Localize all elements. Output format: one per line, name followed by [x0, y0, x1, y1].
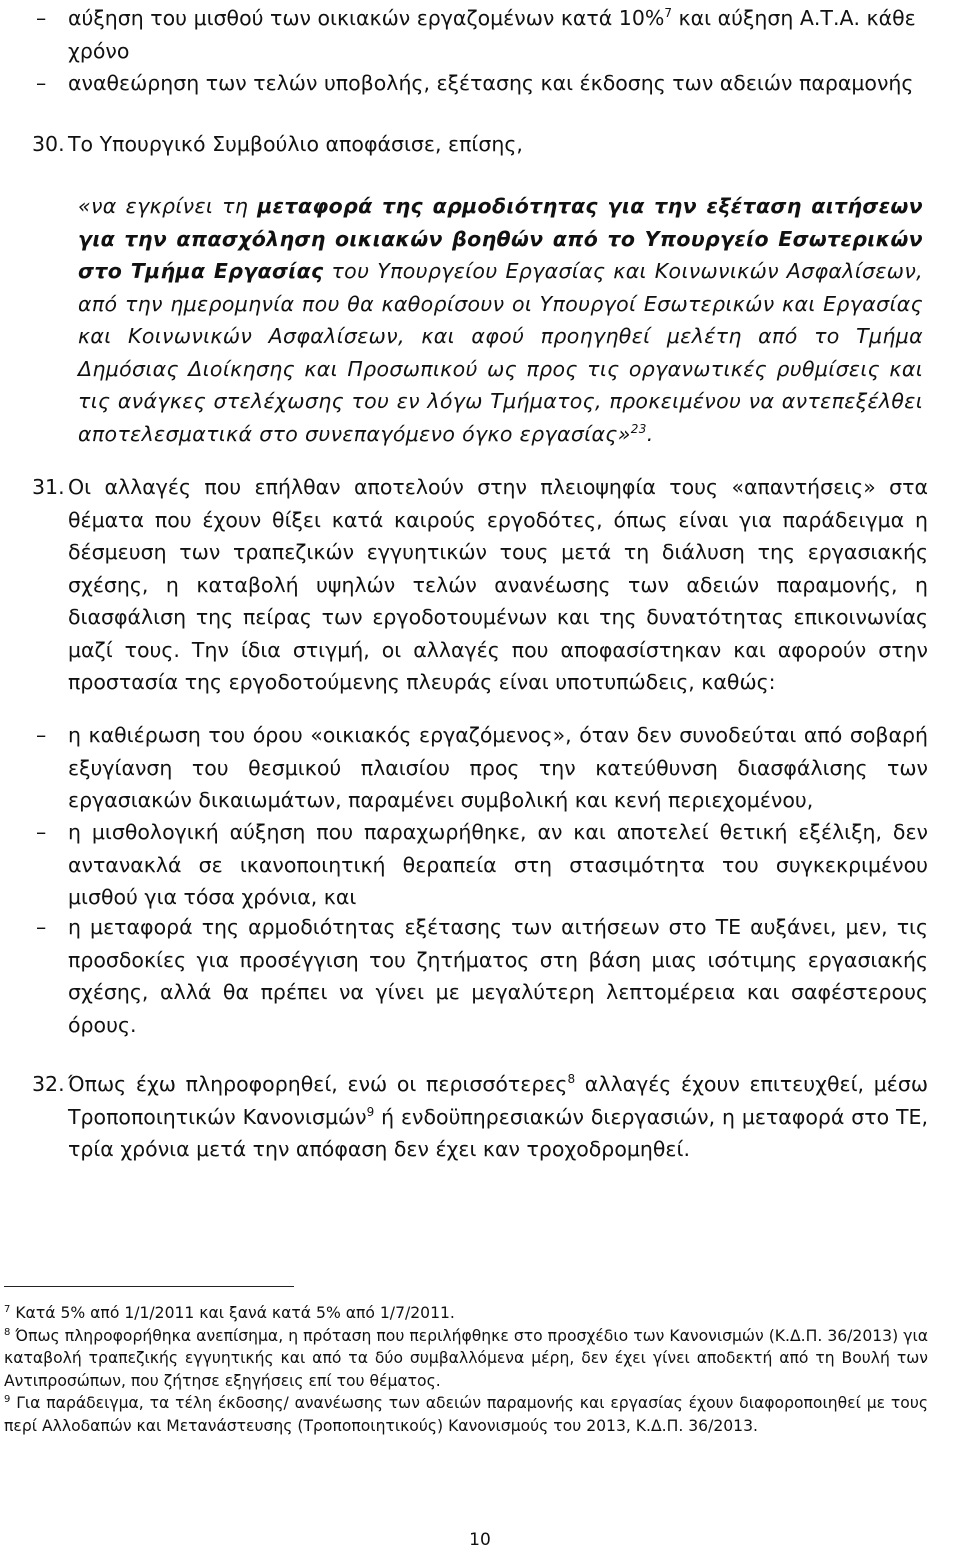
footnote-ref[interactable]: 7	[664, 6, 673, 20]
paragraph-text: Το Υπουργικό Συμβούλιο αποφάσισε, επίσης,	[68, 132, 523, 156]
list-item-text-tail: και αύξηση Α.Τ.Α. κάθε χρόνο	[68, 6, 916, 63]
dash-bullet: –	[36, 723, 47, 747]
footnote-number: 8	[4, 1326, 11, 1338]
dash-bullet: –	[36, 820, 47, 844]
paragraph-30	[32, 128, 928, 161]
footnote-number: 9	[4, 1394, 11, 1406]
footnotes	[4, 1302, 928, 1438]
list-item-text: αύξηση του μισθού των οικιακών εργαζομένων κατά 10%	[68, 6, 665, 30]
page-number: 10	[469, 1530, 491, 1550]
footnote-ref[interactable]: 23	[630, 421, 647, 436]
list-item	[36, 719, 928, 817]
quote-emphasis: μεταφορά της αρμοδιότητας για την εξέταση αιτήσεων για την απασχόληση οικιακών βοηθών από το Υπουργείο Εσωτερικών στο Τμήμα Εργασίας	[78, 194, 923, 283]
list-item	[36, 816, 928, 914]
paragraph-text: Οι αλλαγές που επήλθαν αποτελούν στην πλειοψηφία τους «απαντήσεις» στα θέματα που έχουν θίξει κατά καιρούς εργοδότες, όπως είναι για παράδειγμα η δέσμευση των τραπεζικών εγγυητικών τους μετά τη διάλυση της εργασιακής σχέσης, η καταβολή υψηλών τελών ανανέωσης των αδειών παραμονής, η διασφάλιση της πείρας των εργοδοτουμένων και της δυνατότητας επικοινωνίας μαζί τους. Την ίδια στιγμή, οι αλλαγές που αποφασίστηκαν και αφορούν στην προστασία της εργοδοτούμενης πλευράς είναι υποτυπώδεις, καθώς:	[68, 475, 928, 694]
dash-bullet: –	[36, 71, 47, 95]
footnote: $^8$ Όπως πληροφορήθηκα ανεπίσημα, η πρόταση που περιλήφθηκε στο προσχέδιο των Κανονισμών (Κ.Δ.Π. 36/2013) για καταβολή τραπεζικής εγγυητικής και από τα δύο συμβαλλόμενα μέρη, δεν έχει γίνει αποδεκτή από τη Βουλή των Αντιπροσώπων, που ζήτησε εξηγήσεις επί του θέματος.	[4, 1326, 928, 1390]
footnote-separator	[4, 1286, 294, 1287]
list-item-text: αναθεώρηση των τελών υποβολής, εξέτασης και έκδοσης των αδειών παραμονής	[68, 71, 914, 95]
paragraph-31	[32, 471, 928, 699]
paragraph-number: 30.	[32, 132, 65, 156]
block-quote: «να εγκρίνει τη μεταφορά της αρμοδιότητας για την εξέταση αιτήσεων για την απασχόληση οικιακών βοηθών από το Υπουργείο Εσωτερικών στο Τμήμα Εργασίας του Υπουργείου Εργασίας και Κοινωνικών Ασφαλίσεων, από την ημερομηνία που θα καθορίσουν οι Υπουργοί Εσωτερικών και Εργασίας και Κοινωνικών Ασφαλίσεων, και αφού προηγηθεί μελέτη από το Τμήμα Δημόσιας Διοίκησης και Προσωπικού ως προς τις οργανωτικές ρυθμίσεις και τις ανάγκες στελέχωσης του εν λόγω Τμήματος, προκειμένου να αντεπεξέλθει αποτελεσματικά στο συνεπαγόμενο όγκο εργασίας»$^{23}$.	[78, 194, 923, 446]
paragraph-32	[32, 1068, 928, 1166]
list-item-text: η καθιέρωση του όρου «οικιακός εργαζόμενος», όταν δεν συνοδεύται από σοβαρή εξυγίανση του θεσμικού πλαισίου προς την κατεύθυνση διασφάλισης των εργασιακών δικαιωμάτων, παραμένει συμβολική και κενή περιεχομένου,	[68, 723, 928, 812]
list-item-text: η μισθολογική αύξηση που παραχωρήθηκε, αν και αποτελεί θετική εξέλιξη, δεν αντανακλά σε ικανοποιητική θεραπεία στη στασιμότητα του συγκεκριμένου μισθού για τόσα χρόνια, και	[68, 820, 928, 909]
paragraph-text: Όπως έχω πληροφορηθεί, ενώ οι περισσότερες$^8$ αλλαγές έχουν επιτευχθεί, μέσω Τροποποιητικών Κανονισμών$^9$ ή ενδοϋπηρεσιακών διεργασιών, η μεταφορά στο ΤΕ, τρία χρόνια μετά την απόφαση δεν έχει καν τροχοδρομηθεί.	[68, 1072, 928, 1161]
footnote: $^7$ Κατά 5% από 1/1/2011 και ξανά κατά 5% από 1/7/2011.	[4, 1304, 455, 1322]
list-item-text: η μεταφορά της αρμοδιότητας εξέτασης των αιτήσεων στο ΤΕ αυξάνει, μεν, τις προσδοκίες για προσέγγιση του ζητήματος στη βάση μιας ισότιμης εργασιακής σχέσης, αλλά θα πρέπει να γίνει με μεγαλύτερη λεπτομέρεια και σαφέστερους όρους.	[68, 915, 928, 1037]
footnote-ref[interactable]: 9	[366, 1104, 375, 1119]
list-item	[36, 67, 928, 100]
list-item	[36, 2, 928, 67]
footnote-ref[interactable]: 8	[567, 1072, 576, 1086]
dash-bullet: –	[36, 915, 47, 939]
dash-bullet: –	[36, 6, 47, 30]
paragraph-number: 31.	[32, 475, 65, 499]
list-item	[36, 911, 928, 1041]
footnote-number: 7	[4, 1304, 11, 1315]
paragraph-number: 32.	[32, 1072, 65, 1096]
footnote: $^9$ Για παράδειγμα, τα τέλη έκδοσης/ ανανέωσης των αδειών παραμονής και εργασίας έχουν διαφοροποιηθεί με τους περί Αλλοδαπών και Μετανάστευσης (Τροποποιητικούς) Κανονισμούς του 2013, Κ.Δ.Π. 36/2013.	[4, 1394, 928, 1435]
